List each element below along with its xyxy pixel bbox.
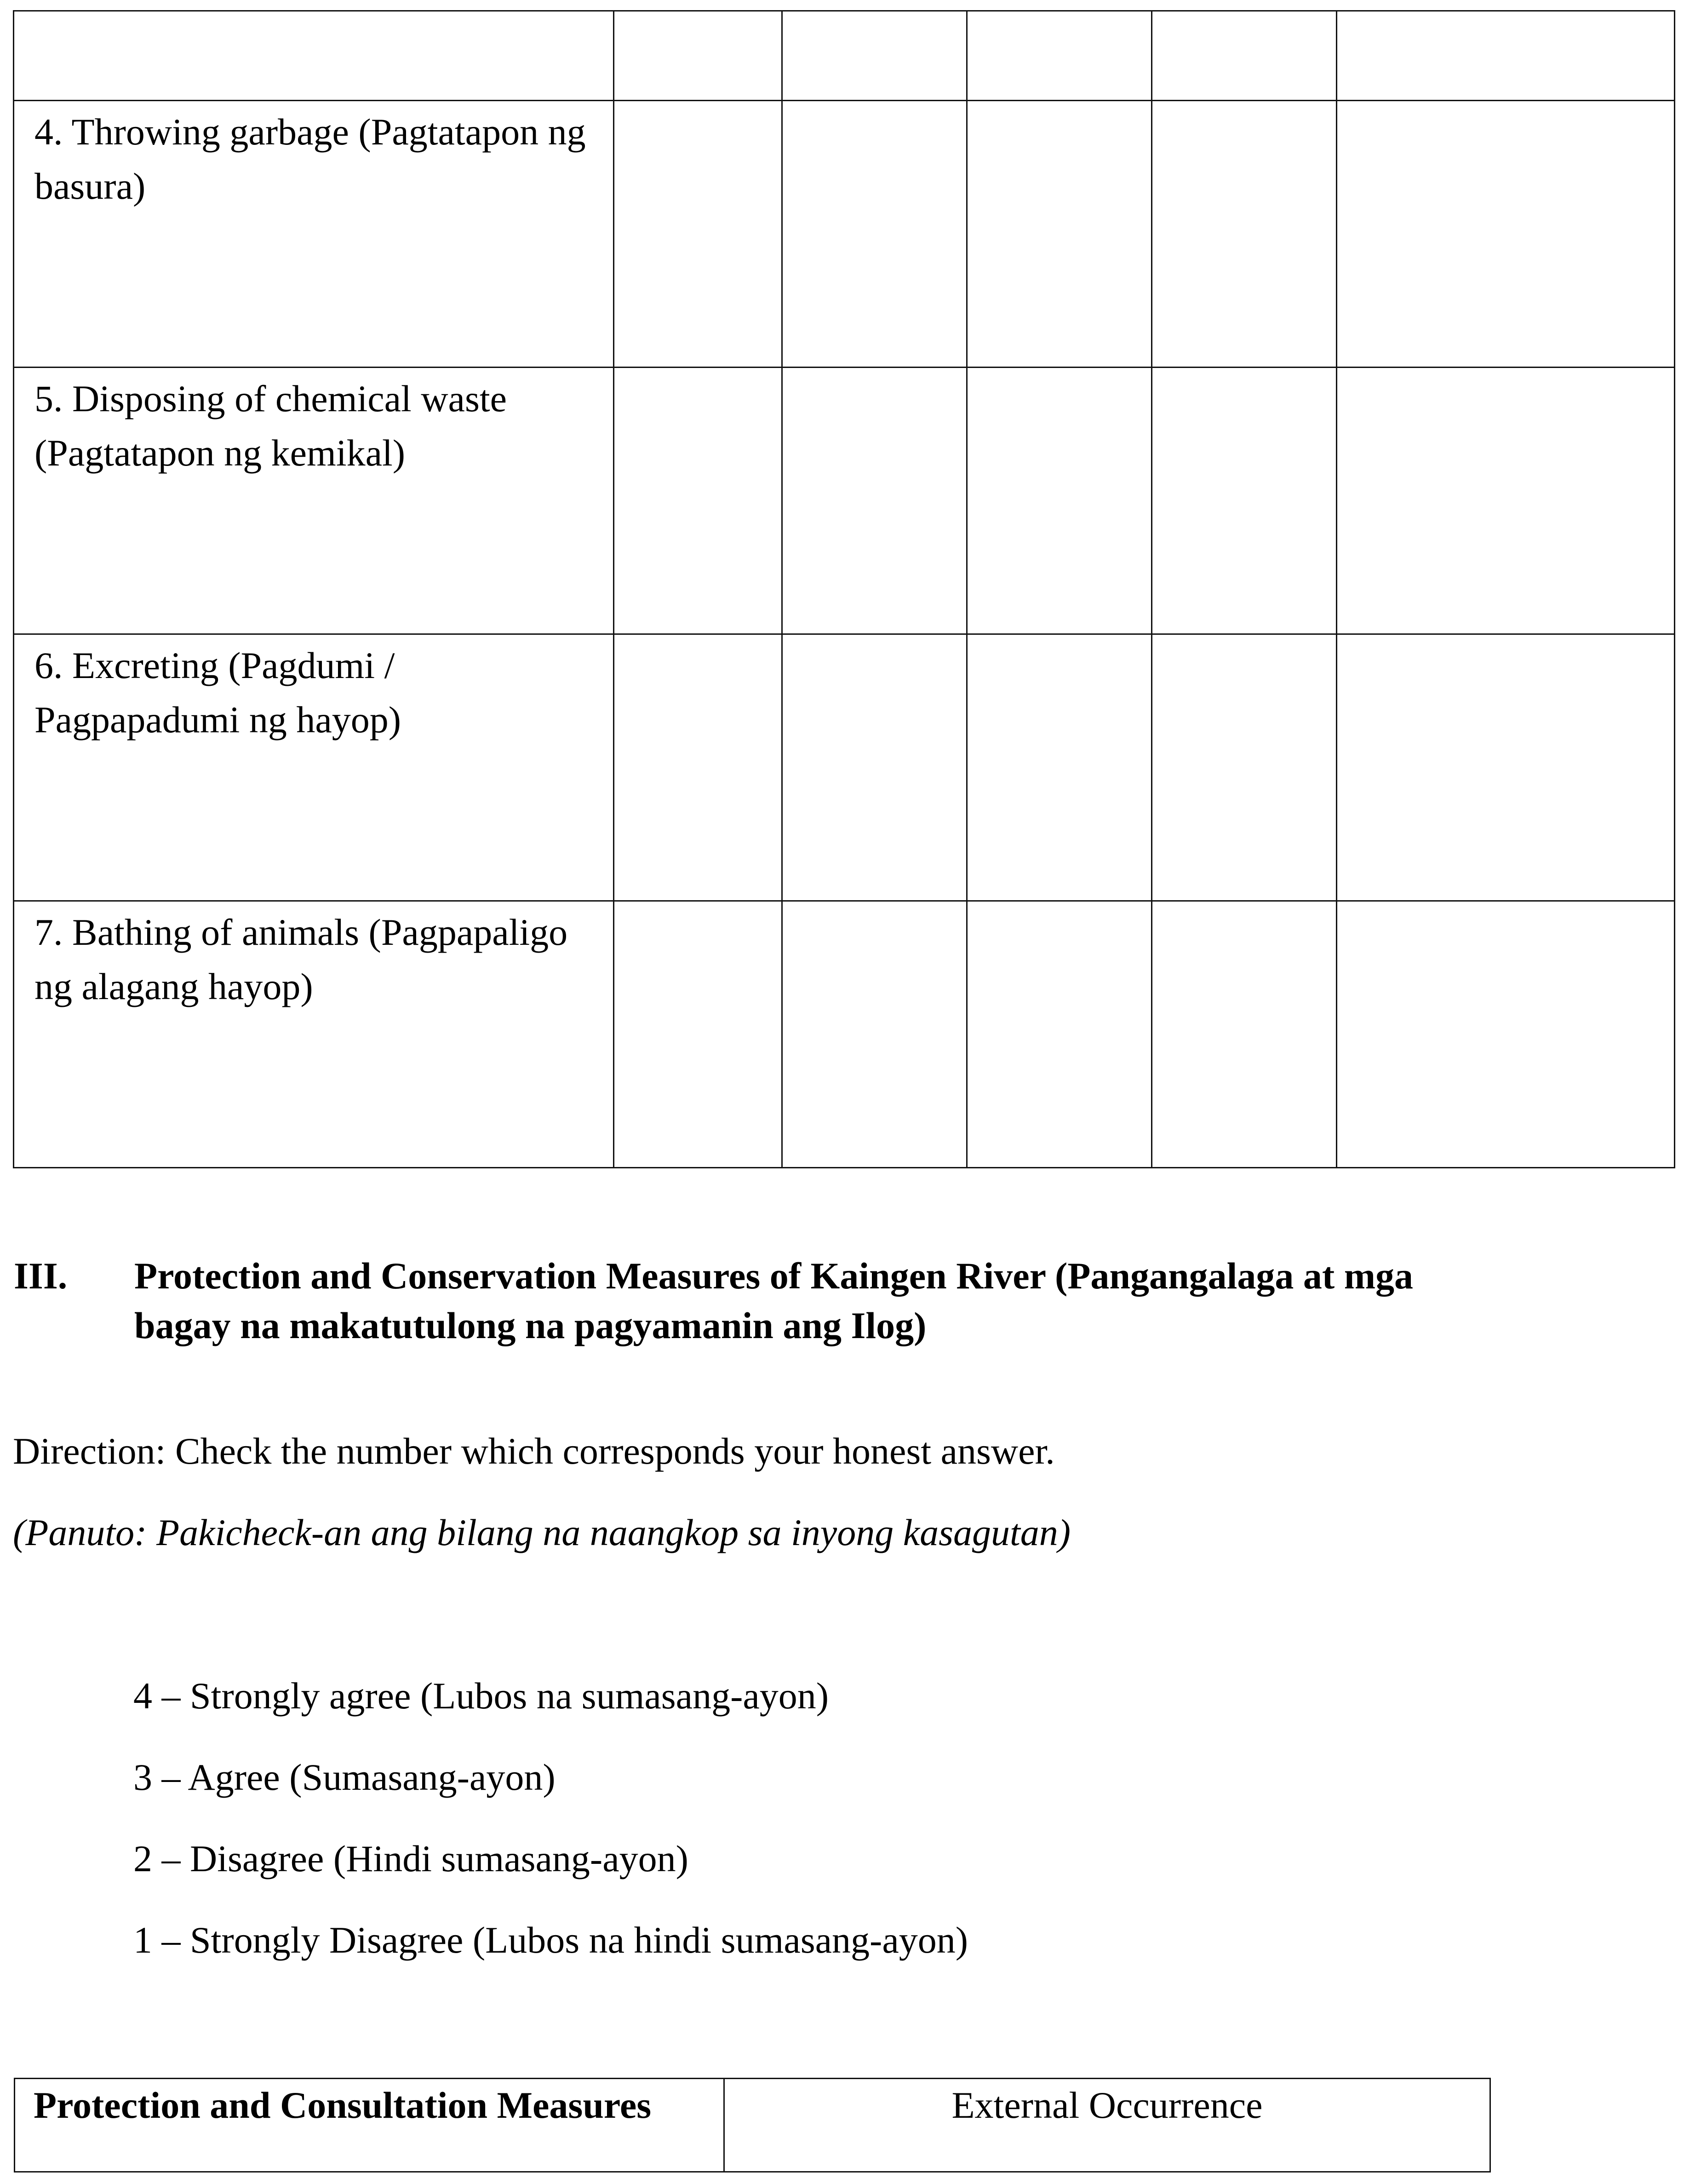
rating-cell[interactable]: [782, 634, 967, 901]
rating-cell[interactable]: [1152, 634, 1337, 901]
table-row: [14, 11, 1675, 101]
table-row: [14, 101, 1675, 368]
rating-cell[interactable]: [1152, 101, 1337, 368]
row-label: 4. Throwing garbage (Pagtatapon ng basura): [14, 101, 614, 368]
table-row: [14, 368, 1675, 634]
rating-cell[interactable]: [1337, 901, 1675, 1168]
rating-cell[interactable]: [614, 11, 782, 101]
rating-cell[interactable]: [967, 101, 1152, 368]
panuto-text: (Panuto: Pakicheck-an ang bilang na naangkop sa inyong kasagutan): [13, 1512, 1071, 1553]
rating-cell[interactable]: [1152, 368, 1337, 634]
rating-table: [13, 10, 1675, 1168]
rating-cell[interactable]: [967, 11, 1152, 101]
rating-cell[interactable]: [614, 101, 782, 368]
row-label: 5. Disposing of chemical waste (Pagtatapon ng kemikal): [14, 368, 614, 634]
rating-cell[interactable]: [1337, 101, 1675, 368]
table-header-row: [15, 2079, 1490, 2172]
rating-cell[interactable]: [1337, 634, 1675, 901]
header-external-occurrence: External Occurrence: [724, 2079, 1490, 2172]
rating-cell[interactable]: [1152, 11, 1337, 101]
rating-cell[interactable]: [614, 368, 782, 634]
direction-text: Direction: Check the number which corresponds your honest answer.: [13, 1430, 1055, 1472]
rating-cell[interactable]: [782, 11, 967, 101]
scale-item: 4 – Strongly agree (Lubos na sumasang-ayon): [133, 1675, 829, 1717]
section-title: Protection and Conservation Measures of Kaingen River (Pangangalaga at mga bagay na makatutulong na pagyamanin ang Ilog): [134, 1255, 1414, 1346]
scale-item: 3 – Agree (Sumasang-ayon): [133, 1756, 556, 1798]
rating-cell[interactable]: [614, 634, 782, 901]
rating-scale: [133, 1674, 968, 2000]
table-row: [14, 634, 1675, 901]
row-label: 6. Excreting (Pagdumi / Pagpapadumi ng hayop): [14, 634, 614, 901]
rating-cell[interactable]: [1337, 11, 1675, 101]
rating-cell[interactable]: [782, 101, 967, 368]
rating-cell[interactable]: [1337, 368, 1675, 634]
rating-cell[interactable]: [782, 901, 967, 1168]
table-row: [14, 901, 1675, 1168]
header-measures: Protection and Consultation Measures: [15, 2079, 724, 2172]
rating-cell[interactable]: [782, 368, 967, 634]
row-label: [14, 11, 614, 101]
rating-cell[interactable]: [614, 901, 782, 1168]
rating-cell[interactable]: [967, 634, 1152, 901]
section-number: III.: [14, 1255, 68, 1297]
scale-item: 2 – Disagree (Hindi sumasang-ayon): [133, 1838, 688, 1879]
rating-cell[interactable]: [967, 901, 1152, 1168]
rating-cell[interactable]: [1152, 901, 1337, 1168]
row-label: 7. Bathing of animals (Pagpapaligo ng alagang hayop): [14, 901, 614, 1168]
measures-table: [14, 2078, 1491, 2173]
rating-cell[interactable]: [967, 368, 1152, 634]
scale-item: 1 – Strongly Disagree (Lubos na hindi sumasang-ayon): [133, 1919, 968, 1961]
